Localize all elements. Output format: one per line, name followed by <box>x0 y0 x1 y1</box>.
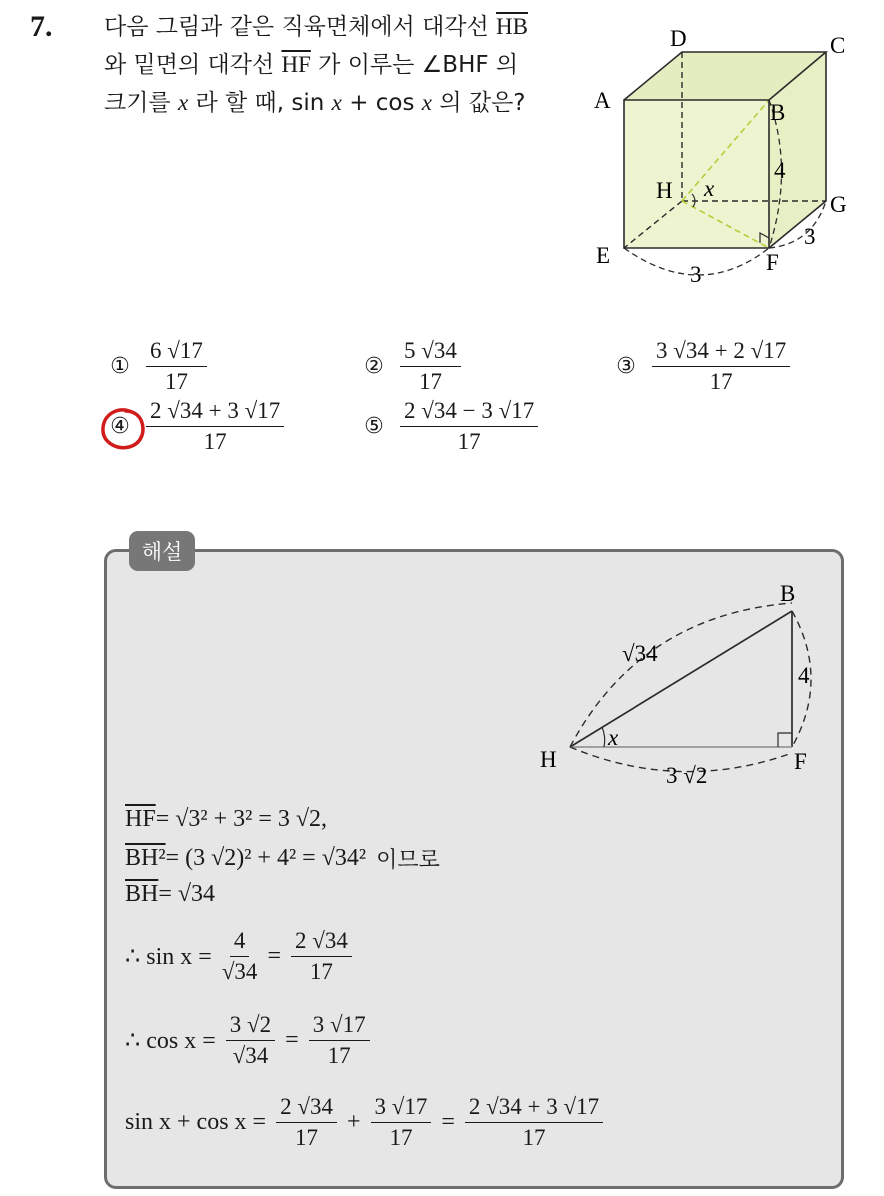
label-height: 4 <box>774 158 786 183</box>
cuboid-figure <box>580 20 870 300</box>
choice-5-number: ⑤ <box>364 414 384 439</box>
var-x: x <box>421 90 433 115</box>
denominator: 17 <box>295 1125 319 1150</box>
choice-2-fraction <box>400 338 461 395</box>
question-line-1-text: 다음 그림과 같은 직육면체에서 대각선 <box>104 14 497 40</box>
numerator: 2 √34 + 3 √17 <box>465 1094 603 1123</box>
line-3-equation: = √34 <box>158 881 216 907</box>
line-2-korean: 이므로 <box>376 848 440 873</box>
question-text <box>104 8 574 122</box>
choice-1-fraction <box>146 338 207 395</box>
right-angle-mark <box>778 733 792 747</box>
solution-line-1 <box>125 806 327 833</box>
label-hyp: √34 <box>622 641 658 666</box>
choice-1[interactable] <box>108 338 207 395</box>
choice-4-numerator: 2 √34 + 3 √17 <box>146 398 284 427</box>
choice-5-fraction <box>400 398 538 455</box>
hyp-dimension <box>570 603 792 747</box>
equals-sign: = <box>441 1109 455 1135</box>
solution-line-2 <box>125 843 440 874</box>
equals-sign: = <box>267 943 281 969</box>
cos-label: ∴ cos x = <box>125 1028 216 1054</box>
label-depth: 3 <box>804 224 816 249</box>
label-side: 4 <box>798 663 810 688</box>
sin-fraction-1 <box>222 928 258 985</box>
choice-5-numerator: 2 √34 − 3 √17 <box>400 398 538 427</box>
plus-sign: + <box>346 1109 361 1135</box>
label-c: C <box>830 33 846 58</box>
solution-line-5 <box>125 1012 370 1069</box>
choice-4-denominator: 17 <box>203 429 227 454</box>
choice-2-number: ② <box>364 354 384 379</box>
choice-5-denominator: 17 <box>457 429 481 454</box>
label-x: x <box>704 176 715 201</box>
var-x: x <box>331 90 342 115</box>
solution-line-6 <box>125 1094 603 1151</box>
choice-2-numerator: 5 √34 <box>400 338 461 367</box>
triangle-figure <box>530 575 830 795</box>
label-x: x <box>608 725 619 750</box>
denominator: 17 <box>327 1043 351 1068</box>
denominator: 17 <box>522 1125 546 1150</box>
choice-3-denominator: 17 <box>709 369 733 394</box>
numerator: 2 √34 <box>276 1094 337 1123</box>
question-line-3-mid: 라 할 때, sin <box>188 90 332 116</box>
label-b: B <box>780 581 796 606</box>
choice-1-denominator: 17 <box>164 369 188 394</box>
var-x: x <box>177 90 189 115</box>
label-f: F <box>794 749 807 774</box>
cos-fraction-1 <box>226 1012 275 1069</box>
numerator: 3 √17 <box>371 1094 432 1123</box>
label-a: A <box>594 88 611 113</box>
choice-3[interactable] <box>614 338 790 395</box>
choice-5[interactable] <box>362 398 538 455</box>
sum-label: sin x + cos x = <box>125 1109 267 1135</box>
hypotenuse-hb <box>570 611 792 747</box>
solution-line-3 <box>125 881 215 908</box>
denominator: √34 <box>232 1043 269 1068</box>
question-line-3-text: 크기를 <box>104 90 178 116</box>
line-2-equation: = (3 √2)² + 4² = √34² <box>165 845 367 871</box>
label-h: H <box>540 747 557 772</box>
denominator: 17 <box>389 1125 413 1150</box>
solution-line-4 <box>125 928 352 985</box>
label-e: E <box>596 243 611 268</box>
denominator: 17 <box>309 959 333 984</box>
choice-2[interactable] <box>362 338 461 395</box>
question-line-3-tail: 의 값은? <box>432 90 526 116</box>
sin-fraction-2 <box>291 928 352 985</box>
segment-bh-squared: BH² <box>125 845 166 871</box>
choice-1-numerator: 6 √17 <box>146 338 207 367</box>
angle-arc <box>602 727 605 747</box>
question-line-3-mid2: + cos <box>341 90 422 116</box>
segment-hf: $\overline{HF}$ <box>281 52 311 77</box>
red-circle-stroke <box>103 410 143 448</box>
numerator: 4 <box>230 928 250 957</box>
question-number: 7. <box>30 10 53 43</box>
numerator: 3 √17 <box>309 1012 370 1041</box>
sum-fraction-3 <box>465 1094 603 1151</box>
sum-fraction-2 <box>371 1094 432 1151</box>
sum-fraction-1 <box>276 1094 337 1151</box>
answer-mark-circle <box>98 404 150 454</box>
numerator: 3 √2 <box>226 1012 275 1041</box>
sin-label: ∴ sin x = <box>125 944 212 970</box>
choice-3-number: ③ <box>616 354 636 379</box>
denominator: √34 <box>221 959 258 984</box>
choice-4-number: ④ <box>110 414 130 439</box>
line-1-equation: = √3² + 3² = 3 √2, <box>155 806 328 832</box>
segment-bh: $\overline{BH}$ <box>125 881 159 907</box>
front-face <box>624 100 769 248</box>
choice-1-number: ① <box>110 354 130 379</box>
label-base: 3 √2 <box>666 763 708 788</box>
question-line-2-tail: 가 이루는 ∠BHF 의 <box>310 52 519 78</box>
choice-2-denominator: 17 <box>418 369 442 394</box>
question-line-1 <box>104 8 574 46</box>
choice-4-fraction <box>146 398 284 455</box>
choice-3-fraction <box>652 338 790 395</box>
label-h: H <box>656 178 673 203</box>
segment-hf: $\overline{HF}$ <box>125 806 156 832</box>
label-b: B <box>770 100 786 125</box>
choice-3-numerator: 3 √34 + 2 √17 <box>652 338 790 367</box>
equals-sign: = <box>285 1027 299 1053</box>
solution-tab: 해설 <box>129 531 195 571</box>
label-width: 3 <box>690 262 702 287</box>
question-line-2-text: 와 밑면의 대각선 <box>104 52 282 78</box>
label-f: F <box>766 250 779 275</box>
question-line-3 <box>104 84 574 122</box>
numerator: 2 √34 <box>291 928 352 957</box>
label-g: G <box>830 192 847 217</box>
label-d: D <box>670 26 687 51</box>
segment-hb: $\overline{HB}$ <box>496 14 528 39</box>
cos-fraction-2 <box>309 1012 370 1069</box>
question-line-2 <box>104 46 574 84</box>
